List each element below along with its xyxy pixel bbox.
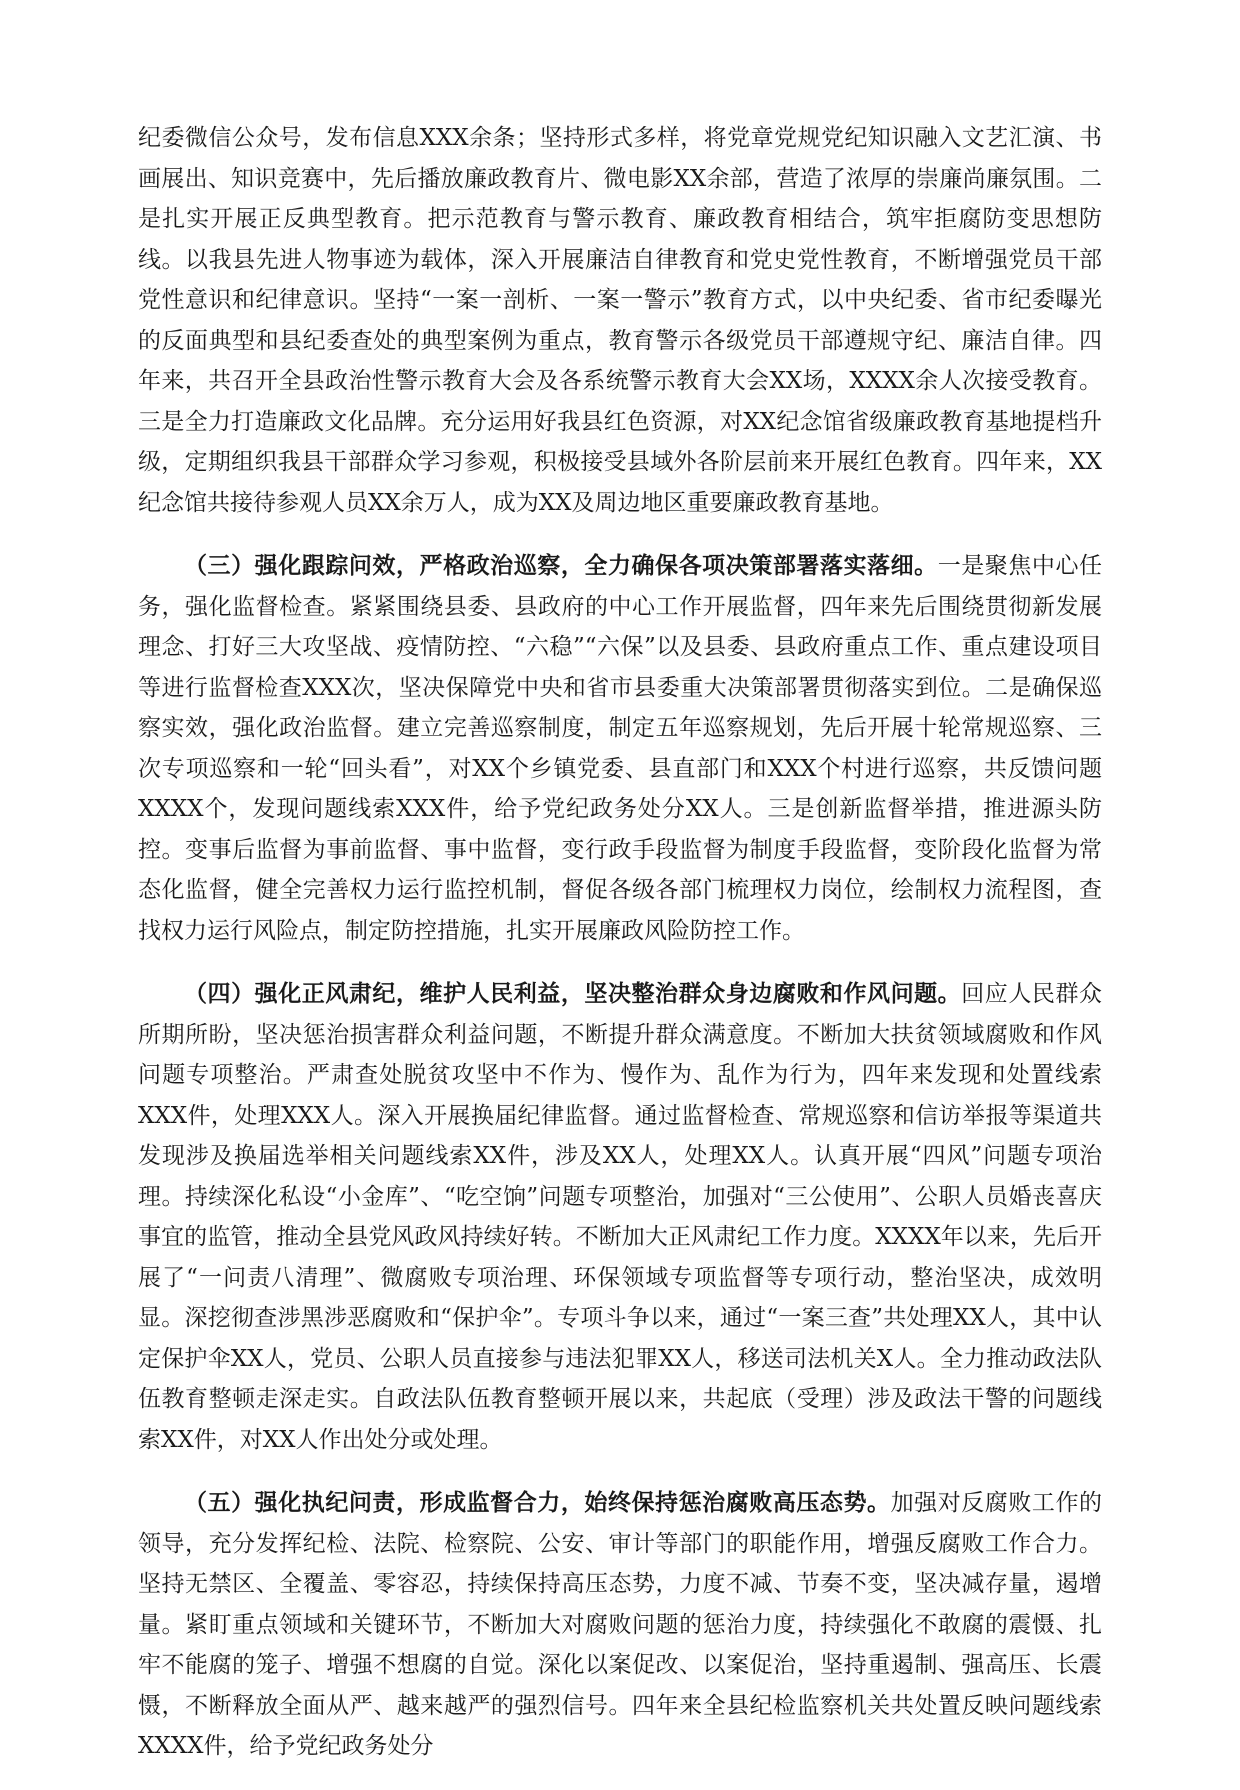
- paragraph-text: 回应人民群众所期所盼，坚决惩治损害群众利益问题，不断提升群众满意度。不断加大扶贫领域腐败和作风问题专项整治。严肃查处脱贫攻坚中不作为、慢作为、乱作为行为，四年来发现和处置线索XXX件，处理XXX人。深入开展换届纪律监督。通过监督检查、常规巡察和信访举报等渠道共发现涉及换届选举相关问题线索XX件，涉及XX人，处理XX人。认真开展“四风”问题专项治理。持续深化私设“小金库”、“吃空饷”问题专项整治，加强对“三公使用”、公职人员婚丧喜庆事宜的监管，推动全县党风政风持续好转。不断加大正风肃纪工作力度。XXXX年以来，先后开展了“一问责八清理”、微腐败专项治理、环保领域专项监督等专项行动，整治坚决，成效明显。深挖彻查涉黑涉恶腐败和“保护伞”。专项斗争以来，通过“一案三查”共处理XX人，其中认定保护伞XX人，党员、公职人员直接参与违法犯罪XX人，移送司法机关X人。全力推动政法队伍教育整顿走深走实。自政法队伍教育整顿开展以来，共起底（受理）涉及政法干警的问题线索XX件，对XX人作出处分或处理。: [138, 981, 1103, 1453]
- paragraph-text: 一是聚焦中心任务，强化监督检查。紧紧围绕县委、县政府的中心工作开展监督，四年来先后围绕贯彻新发展理念、打好三大攻坚战、疫情防控、“六稳”“六保”以及县委、县政府重点工作、重点建设项目等进行监督检查XXX次，坚决保障党中央和省市县委重大决策部署贯彻落实到位。二是确保巡察实效，强化政治监督。建立完善巡察制度，制定五年巡察规划，先后开展十轮常规巡察、三次专项巡察和一轮“回头看”，对XX个乡镇党委、县直部门和XXX个村进行巡察，共反馈问题XXXX个，发现问题线索XXX件，给予党纪政务处分XX人。三是创新监督举措，推进源头防控。变事后监督为事前监督、事中监督，变行政手段监督为制度手段监督，变阶段化监督为常态化监督，健全完善权力运行监控机制，督促各级各部门梳理权力岗位，绘制权力流程图，查找权力运行风险点，制定防控措施，扎实开展廉政风险防控工作。: [138, 553, 1103, 944]
- paragraph-text: 纪委微信公众号，发布信息XXX余条；坚持形式多样，将党章党规党纪知识融入文艺汇演、书画展出、知识竞赛中，先后播放廉政教育片、微电影XX余部，营造了浓厚的崇廉尚廉氛围。二是扎实开展正反典型教育。把示范教育与警示教育、廉政教育相结合，筑牢拒腐防变思想防线。以我县先进人物事迹为载体，深入开展廉洁自律教育和党史党性教育，不断增强党员干部党性意识和纪律意识。坚持“一案一剖析、一案一警示”教育方式，以中央纪委、省市纪委曝光的反面典型和县纪委查处的典型案例为重点，教育警示各级党员干部遵规守纪、廉洁自律。四年来，共召开全县政治性警示教育大会及各系统警示教育大会XX场，XXXX余人次接受教育。三是全力打造廉政文化品牌。充分运用好我县红色资源，对XX纪念馆省级廉政教育基地提档升级，定期组织我县干部群众学习参观，积极接受县域外各阶层前来开展红色教育。四年来，XX纪念馆共接待参观人员XX余万人，成为XX及周边地区重要廉政教育基地。: [138, 125, 1102, 516]
- paragraph-section-3: [138, 546, 1102, 951]
- paragraph-text: 加强对反腐败工作的领导，充分发挥纪检、法院、检察院、公安、审计等部门的职能作用，增强反腐败工作合力。坚持无禁区、全覆盖、零容忍，持续保持高压态势，力度不减、节奏不变，坚决减存量，遏增量。紧盯重点领域和关键环节，不断加大对腐败问题的惩治力度，持续强化不敢腐的震慑、扎牢不能腐的笼子、增强不想腐的自觉。深化以案促改、以案促治，坚持重遏制、强高压、长震慑，不断释放全面从严、越来越严的强烈信号。四年来全县纪检监察机关共处置反映问题线索XXXX件，给予党纪政务处分: [138, 1490, 1103, 1759]
- paragraph-section-4: [138, 974, 1102, 1460]
- section-heading: （五）强化执纪问责，形成监督合力，始终保持惩治腐败高压态势。: [184, 1489, 891, 1516]
- paragraph-continued: [138, 118, 1102, 523]
- document-page: [138, 118, 1102, 1790]
- paragraph-section-5: [138, 1483, 1102, 1767]
- section-heading: （三）强化跟踪问效，严格政治巡察，全力确保各项决策部署落实落细。: [184, 552, 938, 579]
- section-heading: （四）强化正风肃纪，维护人民利益，坚决整治群众身边腐败和作风问题。: [184, 980, 962, 1007]
